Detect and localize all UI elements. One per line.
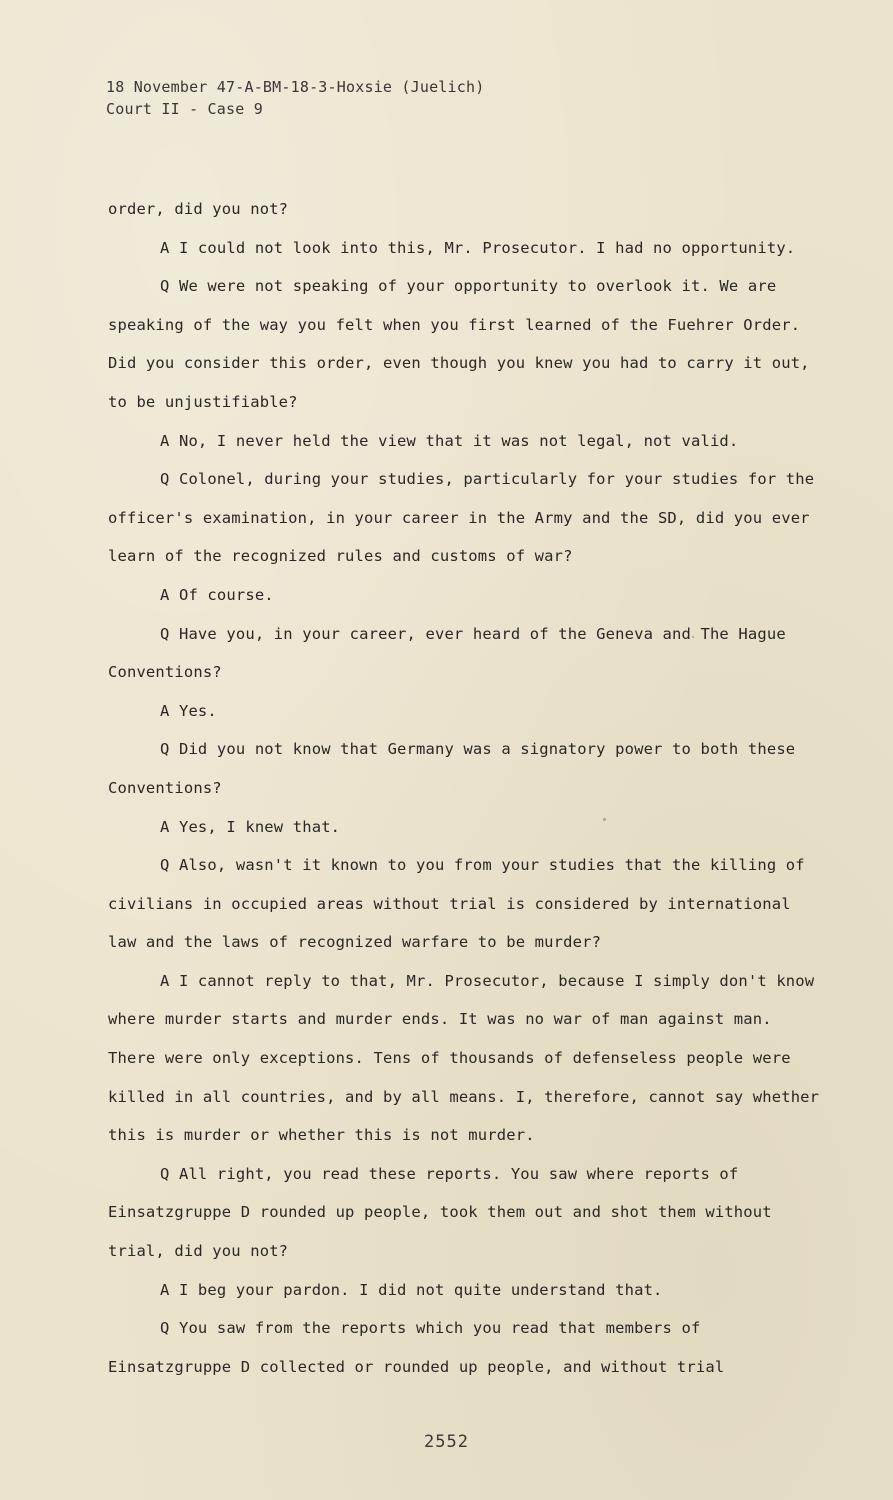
transcript-paragraph: Q Have you, in your career, ever heard of the Geneva and The Hague Conventions? — [108, 624, 786, 682]
paper-speck — [692, 636, 694, 638]
transcript-body — [108, 190, 828, 1386]
transcript-paragraph: Q Did you not know that Germany was a signatory power to both these Conventions? — [108, 740, 796, 797]
transcript-paragraph: Q All right, you read these reports. You saw where reports of Einsatzgruppe D rounded up people, took them out and shot them without trial, did you not? — [108, 1164, 772, 1261]
paper-speck — [603, 818, 606, 821]
transcript-paragraph: Q Also, wasn't it known to you from your studies that the killing of civilians in occupied areas without trial is considered by international law and the laws of recognized warfare to be murder? — [108, 856, 805, 952]
transcript-paragraph: Q We were not speaking of your opportunity to overlook it. We are speaking of the way you felt when you first learned of the Fuehrer Order. Did you consider this order, even though you knew you had to carry it out, to be unjustifiable? — [108, 277, 810, 411]
page-number: 2552 — [424, 1432, 469, 1452]
header-line-court: Court II - Case 9 — [106, 100, 263, 118]
transcript-paragraph: A I could not look into this, Mr. Prosecutor. I had no opportunity. — [160, 238, 796, 257]
transcript-paragraph: A I beg your pardon. I did not quite understand that. — [160, 1280, 663, 1299]
header-line-date-code: 18 November 47-A-BM-18-3-Hoxsie (Juelich) — [106, 78, 485, 96]
transcript-paragraph: order, did you not? — [108, 200, 289, 218]
document-header — [106, 76, 484, 120]
transcript-paragraph: Q You saw from the reports which you read that members of Einsatzgruppe D collected or rounded up people, and without trial — [108, 1319, 725, 1376]
transcript-paragraph: A Yes. — [160, 701, 217, 720]
transcript-paragraph: A No, I never held the view that it was not legal, not valid. — [160, 431, 739, 450]
transcript-paragraph: A Yes, I knew that. — [160, 817, 341, 836]
transcript-paragraph: A Of course. — [160, 585, 274, 604]
transcript-paragraph: Q Colonel, during your studies, particularly for your studies for the officer's examination, in your career in the Army and the SD, did you ever learn of the recognized rules and customs of war? — [108, 470, 815, 566]
transcript-paragraph: A I cannot reply to that, Mr. Prosecutor, because I simply don't know where murder starts and murder ends. It was no war of man against man. There were only exceptions. Tens of thousands of defenseless people were killed in all countries, and by all means. I, therefore, cannot say whether this is murder or whether this is not murder. — [108, 971, 820, 1145]
